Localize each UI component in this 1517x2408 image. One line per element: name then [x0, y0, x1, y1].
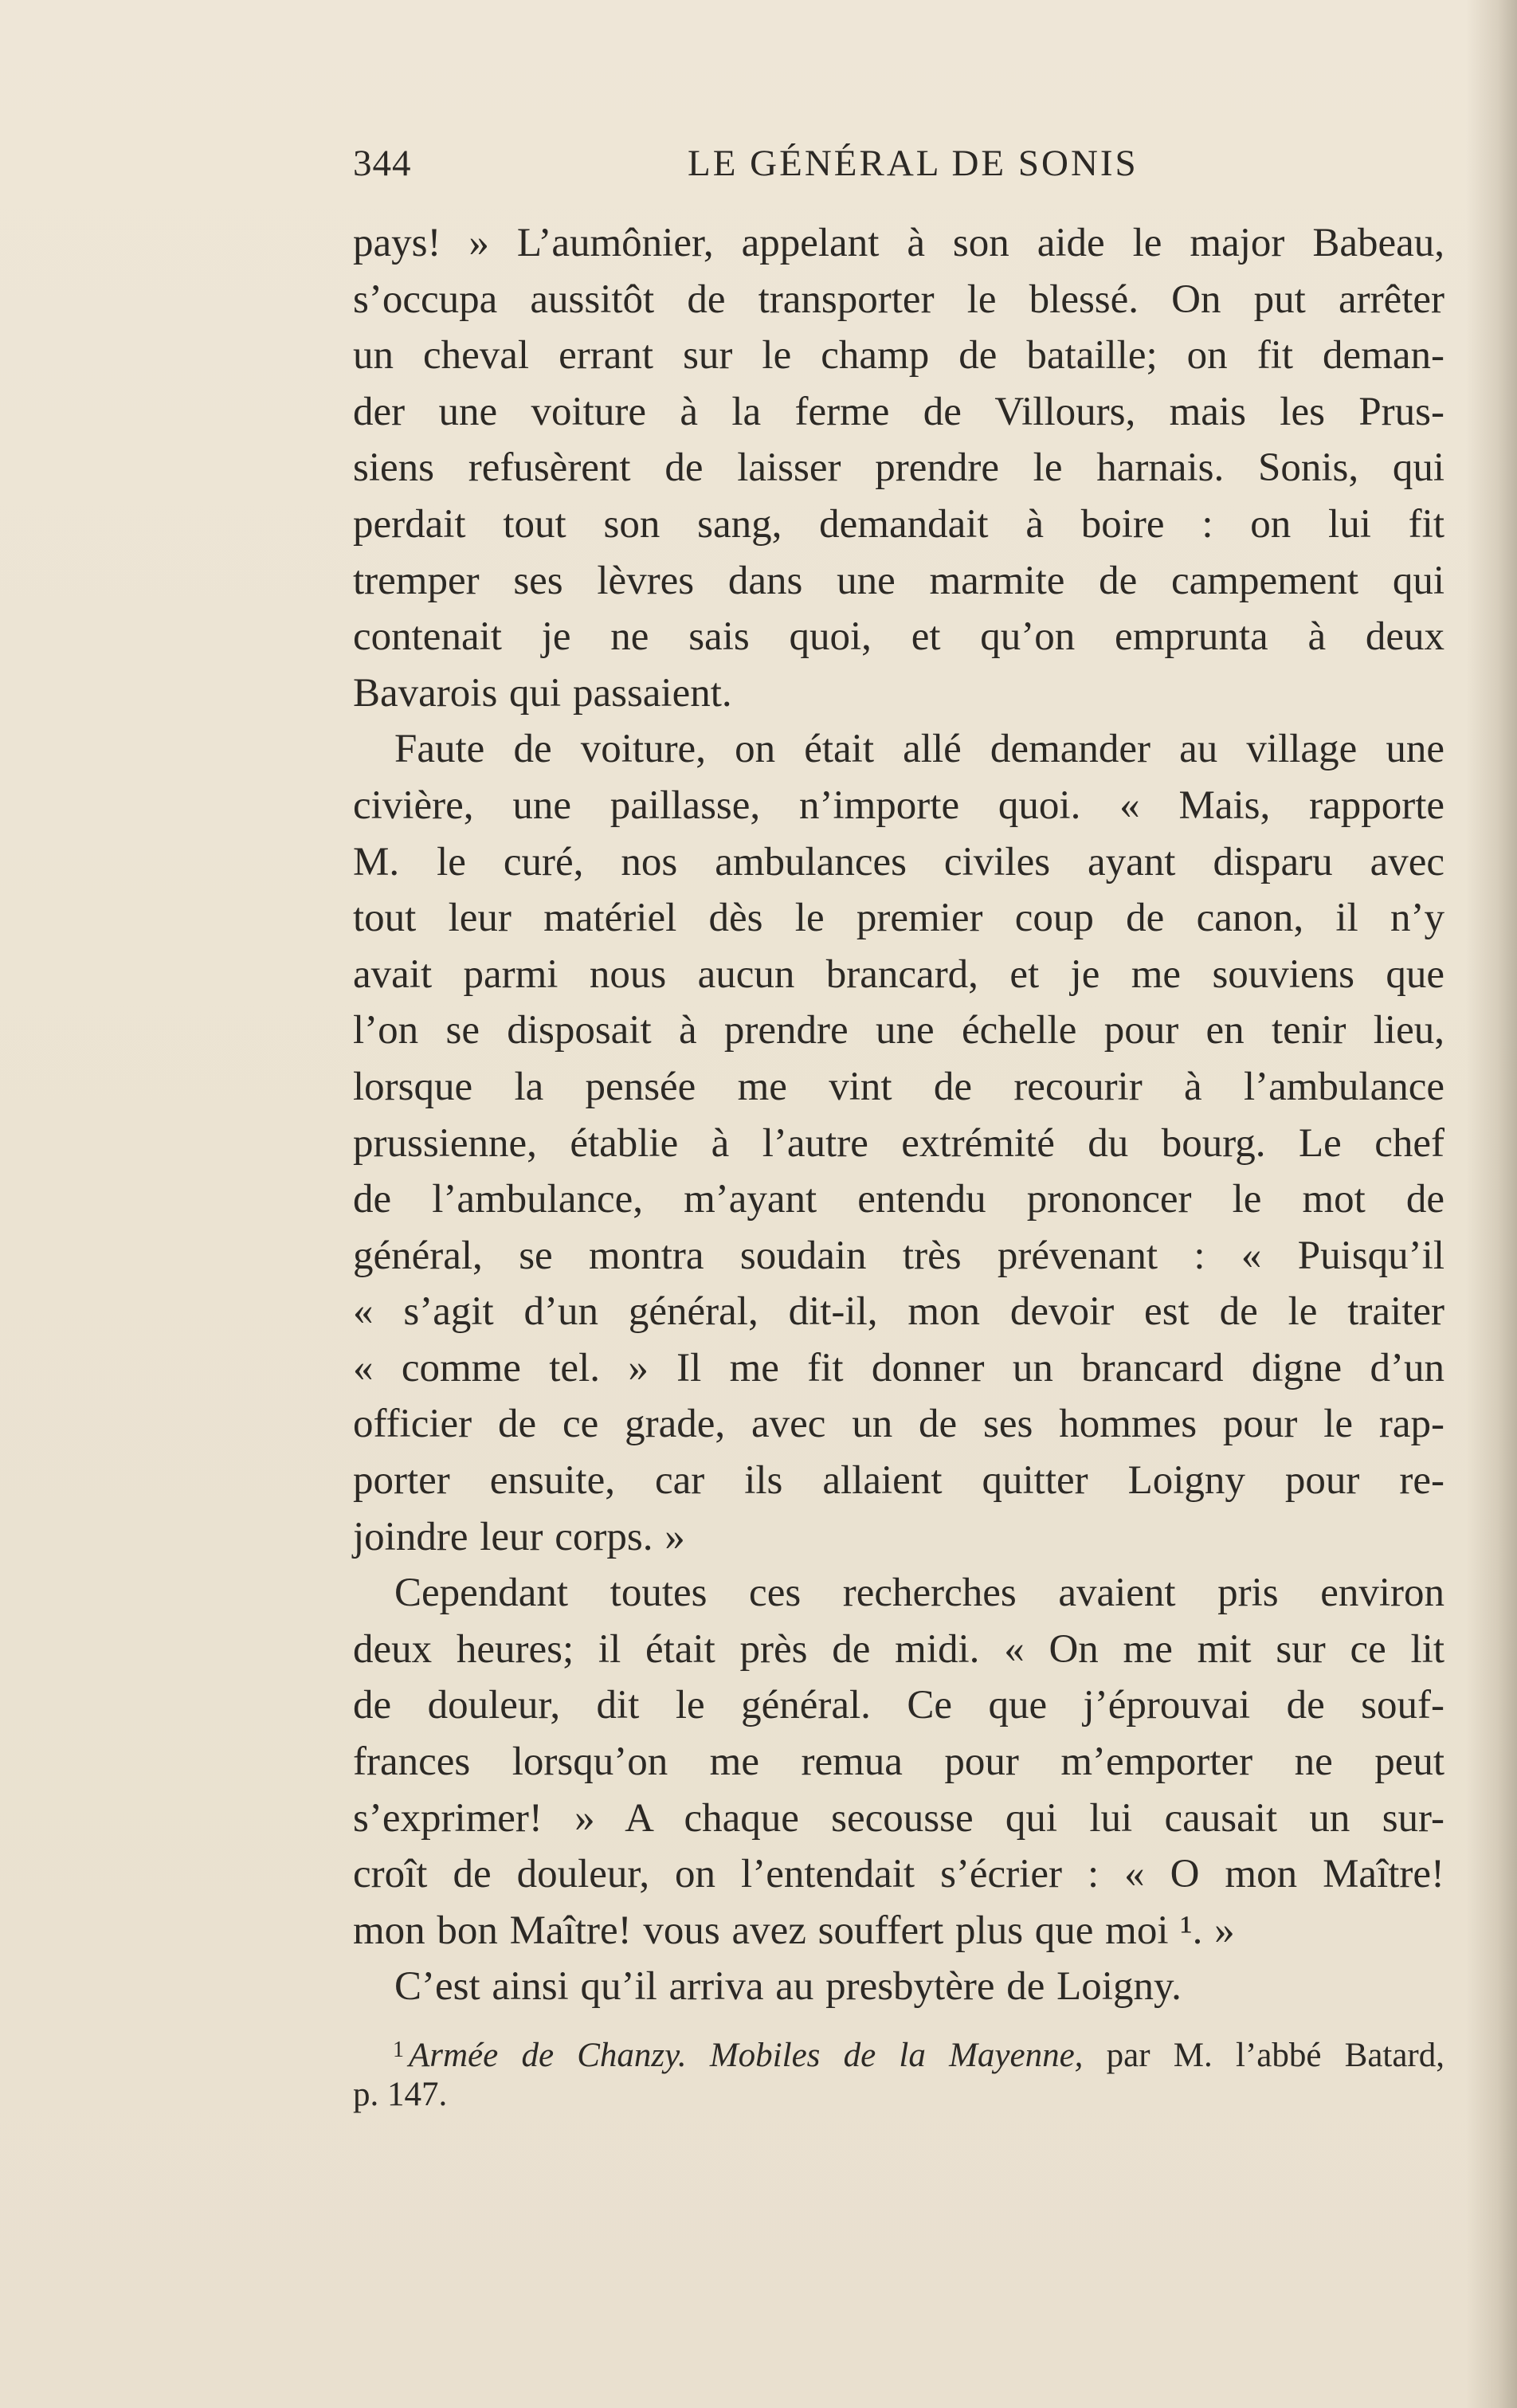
text-line: frances lorsqu’on me remua pour m’emporter ne peut: [353, 1739, 1444, 1785]
text-line: C’est ainsi qu’il arriva au presbytère de Loigny.: [394, 1964, 1182, 2010]
footnote-line-2: p. 147.: [353, 2076, 448, 2113]
text-line: « s’agit d’un général, dit-il, mon devoir est de le traiter: [353, 1289, 1444, 1335]
text-line: perdait tout son sang, demandait à boire : on lui fit: [353, 501, 1444, 547]
text-line: de l’ambulance, m’ayant entendu prononcer le mot de: [353, 1177, 1444, 1222]
text-line: l’on se disposait à prendre une échelle pour en tenir lieu,: [353, 1008, 1444, 1053]
text-line: « comme tel. » Il me fit donner un brancard digne d’un: [353, 1345, 1444, 1390]
text-line: avait parmi nous aucun brancard, et je me souviens que: [353, 951, 1444, 997]
running-head: [353, 142, 1452, 190]
text-line: officier de ce grade, avec un de ses hommes pour le rap-: [353, 1402, 1444, 1447]
footnote-line-1: [353, 2028, 1444, 2073]
text-line: M. le curé, nos ambulances civiles ayant disparu avec: [353, 839, 1444, 884]
footnote-mark: 1: [393, 2037, 404, 2062]
text-line: joindre leur corps. »: [353, 1514, 685, 1559]
body-text: [353, 215, 1444, 2015]
text-line: mon bon Maître! vous avez souffert plus que moi ¹. »: [353, 1908, 1235, 1953]
text-line: général, se montra soudain très prévenant : « Puisqu’il: [353, 1233, 1444, 1278]
page-number: 344: [353, 143, 412, 184]
text-line: lorsque la pensée me vint de recourir à l’ambulance: [353, 1064, 1444, 1109]
text-line: Cependant toutes ces recherches avaient pris environ: [394, 1571, 1444, 1616]
text-line: de douleur, dit le général. Ce que j’éprouvai de souf-: [353, 1683, 1444, 1728]
text-line: s’exprimer! » A chaque secousse qui lui causait un sur-: [353, 1795, 1444, 1841]
footnote-author: par M. l’abbé Batard,: [1083, 2037, 1445, 2074]
text-line: Bavarois qui passaient.: [353, 670, 732, 716]
footnote-source-title: Armée de Chanzy. Mobiles de la Mayenne,: [409, 2037, 1084, 2074]
text-line: prussienne, établie à l’autre extrémité du bourg. Le chef: [353, 1120, 1444, 1166]
text-line: s’occupa aussitôt de transporter le blessé. On put arrêter: [353, 276, 1444, 322]
text-line: Faute de voiture, on était allé demander au village une: [394, 727, 1444, 772]
text-line: der une voiture à la ferme de Villours, mais les Prus-: [353, 389, 1444, 434]
text-line: contenait je ne sais quoi, et qu’on emprunta à deux: [353, 614, 1444, 660]
text-line: croît de douleur, on l’entendait s’écrier : « O mon Maître!: [353, 1852, 1444, 1897]
footnote: [353, 2028, 1444, 2117]
text-line: tremper ses lèvres dans une marmite de campement qui: [353, 558, 1444, 603]
text-line: tout leur matériel dès le premier coup de canon, il n’y: [353, 896, 1444, 941]
text-line: deux heures; il était près de midi. « On me mit sur ce lit: [353, 1626, 1444, 1672]
text-line: civière, une paillasse, n’importe quoi. « Mais, rapporte: [353, 782, 1444, 828]
text-line: porter ensuite, car ils allaient quitter Loigny pour re-: [353, 1458, 1444, 1504]
text-line: un cheval errant sur le champ de bataille; on fit deman-: [353, 333, 1444, 378]
text-line: siens refusèrent de laisser prendre le harnais. Sonis, qui: [353, 445, 1444, 491]
running-title: LE GÉNÉRAL DE SONIS: [688, 143, 1139, 184]
text-line: pays! » L’aumônier, appelant à son aide le major Babeau,: [353, 221, 1444, 265]
